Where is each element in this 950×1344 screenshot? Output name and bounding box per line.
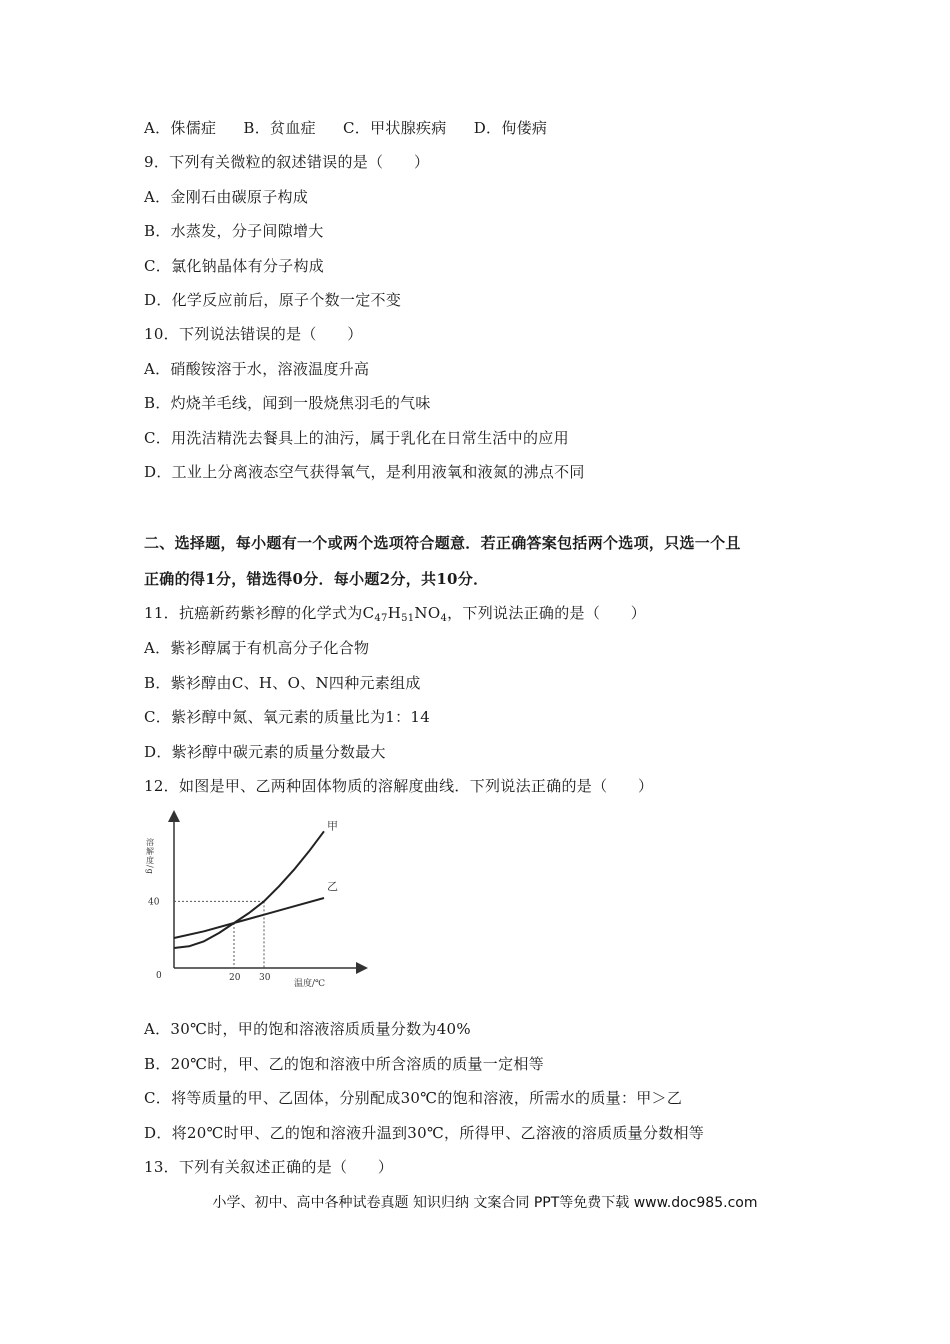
q12-option-a: A．30℃时，甲的饱和溶液溶质质量分数为40% [144, 1020, 471, 1038]
q10-option-c: C．用洗洁精洗去餐具上的油污，属于乳化在日常生活中的应用 [144, 429, 569, 447]
x-tick-label: 20 [229, 973, 241, 983]
q9-option-b: B．水蒸发，分子间隙增大 [144, 222, 324, 240]
q12-option-b: B．20℃时，甲、乙的饱和溶液中所含溶质的质量一定相等 [144, 1055, 544, 1073]
q8-option-a: A．侏儒症 [144, 119, 217, 137]
q10-option-d: D．工业上分离液态空气获得氧气，是利用液氧和液氮的沸点不同 [144, 463, 585, 481]
page-footer: 小学、初中、高中各种试卷真题 知识归纳 文案合同 PPT等免费下载 www.doc985.com [212, 1195, 758, 1211]
q9-option-a: A．金刚石由碳原子构成 [144, 188, 309, 206]
q10-option-b: B．灼烧羊毛线，闻到一股烧焦羽毛的气味 [144, 394, 431, 412]
solubility-chart [140, 808, 370, 998]
q12-option-c: C．将等质量的甲、乙固体，分别配成30℃的饱和溶液，所需水的质量：甲＞乙 [144, 1089, 683, 1107]
q11-sub-o: 4 [440, 613, 448, 624]
series-label: 乙 [327, 880, 338, 893]
q13-stem: 13．下列有关叙述正确的是（ ） [144, 1158, 394, 1176]
q10-option-a: A．硝酸铵溶于水，溶液温度升高 [144, 360, 370, 378]
q11-no: NO [414, 604, 441, 622]
q11-stem-prefix: 11．抗癌新药紫衫醇的化学式为C [144, 604, 375, 622]
q8-option-b: B．贫血症 [243, 119, 316, 137]
section2-heading-line2: 正确的得1分，错选得0分．每小题2分，共10分． [144, 570, 489, 588]
q12-stem: 12．如图是甲、乙两种固体物质的溶解度曲线．下列说法正确的是（ ） [144, 777, 654, 795]
q11-option-a: A．紫衫醇属于有机高分子化合物 [144, 639, 370, 657]
q9-option-d: D．化学反应前后，原子个数一定不变 [144, 291, 402, 309]
q8-options [144, 118, 547, 138]
y-tick-label: 40 [148, 897, 160, 908]
x-tick-label: 30 [259, 973, 271, 983]
series-line-yi [174, 898, 324, 938]
q8-option-c: C．甲状腺疾病 [343, 119, 447, 137]
series-layer [174, 819, 338, 948]
q11-sub-c: 47 [374, 613, 388, 624]
q11-option-c: C．紫衫醇中氮、氧元素的质量比为1：14 [144, 708, 431, 726]
origin-label: 0 [156, 971, 162, 981]
q9-stem: 9．下列有关微粒的叙述错误的是（ ） [144, 153, 430, 171]
q11-h: H [387, 604, 402, 622]
q9-option-c: C．氯化钠晶体有分子构成 [144, 257, 325, 275]
q11-stem [144, 603, 646, 623]
q11-option-b: B．紫衫醇由C、H、O、N四种元素组成 [144, 674, 421, 692]
q11-option-d: D．紫衫醇中碳元素的质量分数最大 [144, 743, 386, 761]
section2-heading-line1: 二、选择题，每小题有一个或两个选项符合题意．若正确答案包括两个选项，只选一个且 [144, 534, 741, 552]
q11-stem-suffix: ，下列说法正确的是（ ） [447, 604, 647, 622]
series-label: 甲 [327, 819, 338, 833]
y-axis-label: 溶解度/g [145, 838, 155, 875]
x-axis-label: 温度/℃ [294, 979, 326, 989]
q8-option-d: D．佝偻病 [473, 119, 548, 137]
q11-sub-h: 51 [401, 613, 415, 624]
series-line-jia [174, 831, 324, 948]
q12-option-d: D．将20℃时甲、乙的饱和溶液升温到30℃，所得甲、乙溶液的溶质质量分数相等 [144, 1124, 705, 1142]
q10-stem: 10．下列说法错误的是（ ） [144, 325, 363, 343]
